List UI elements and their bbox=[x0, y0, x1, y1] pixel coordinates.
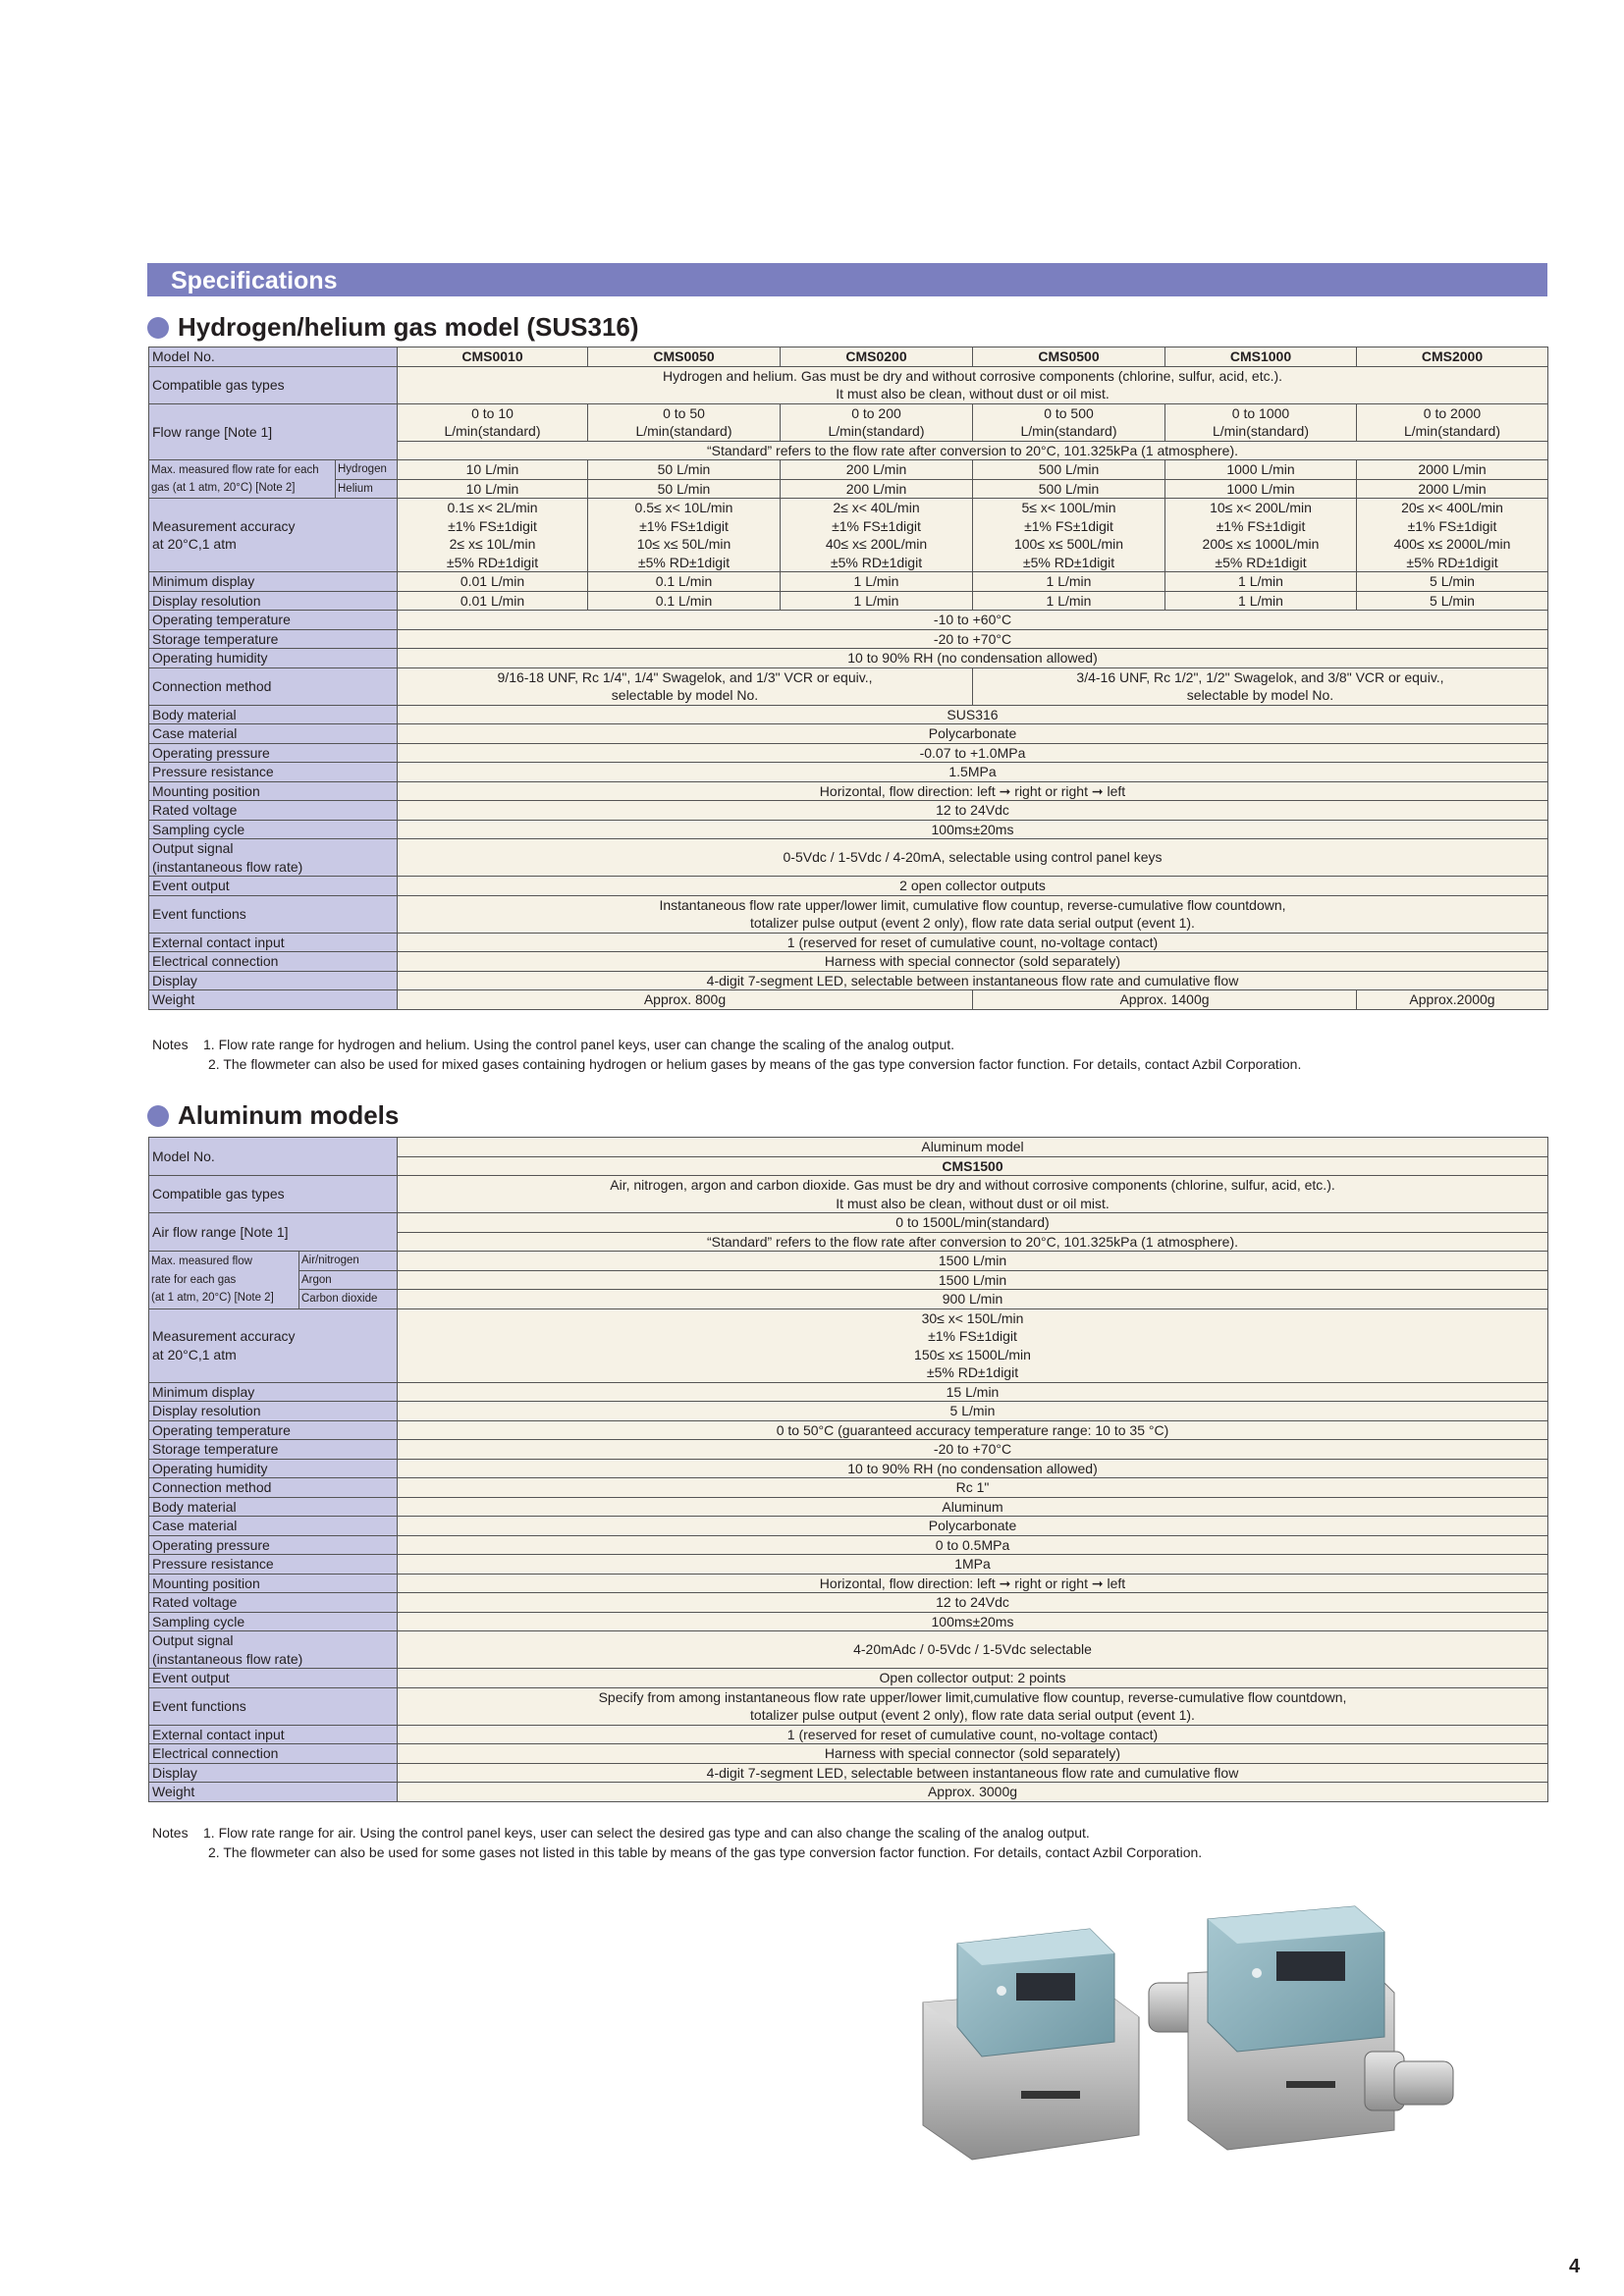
h2-section-title: Hydrogen/helium gas model (SUS316) bbox=[147, 312, 639, 343]
aluminum-flowmeter-image bbox=[923, 1929, 1139, 2160]
value-cell: Specify from among instantaneous flow rate upper/lower limit,cumulative flow countup, reverse-cumulative flow countdown, totalizer pulse output (event 2 only), flow rate data serial output (event 1). bbox=[398, 1687, 1548, 1725]
row-label: Display bbox=[149, 971, 398, 990]
table-row bbox=[149, 1308, 1548, 1382]
row-label: Operating pressure bbox=[149, 1535, 398, 1555]
table-row bbox=[149, 971, 1548, 990]
value-cell: 1 (reserved for reset of cumulative count, no-voltage contact) bbox=[398, 1725, 1548, 1744]
value-cell: 0 to 1000 L/min(standard) bbox=[1165, 403, 1357, 441]
value-cell: Approx. 800g bbox=[398, 990, 973, 1010]
value-cell: 1 (reserved for reset of cumulative count, no-voltage contact) bbox=[398, 933, 1548, 952]
model-cell: CMS2000 bbox=[1357, 347, 1548, 367]
value-cell: 5 L/min bbox=[398, 1402, 1548, 1421]
value-cell: 0 to 50°C (guaranteed accuracy temperature range: 10 to 35 °C) bbox=[398, 1420, 1548, 1440]
value-cell: 3/4-16 UNF, Rc 1/2", 1/2" Swagelok, and 3/8" VCR or equiv., selectable by model No. bbox=[973, 667, 1548, 705]
table-row bbox=[149, 460, 1548, 480]
table-row bbox=[149, 649, 1548, 668]
value-cell: Harness with special connector (sold separately) bbox=[398, 1744, 1548, 1764]
table-row bbox=[149, 1612, 1548, 1631]
row-label: Operating humidity bbox=[149, 649, 398, 668]
row-label: Storage temperature bbox=[149, 1440, 398, 1460]
value-cell: 100ms±20ms bbox=[398, 820, 1548, 839]
row-label: Sampling cycle bbox=[149, 1612, 398, 1631]
value-cell: 500 L/min bbox=[973, 460, 1165, 480]
value-cell: -10 to +60°C bbox=[398, 611, 1548, 630]
table-row bbox=[149, 479, 1548, 499]
value-cell: 1 L/min bbox=[781, 591, 973, 611]
value-cell: 1 L/min bbox=[781, 572, 973, 592]
table-row bbox=[149, 1783, 1548, 1802]
sub-label: Carbon dioxide bbox=[299, 1290, 398, 1309]
row-label: Measurement accuracy at 20°C,1 atm bbox=[149, 1308, 398, 1382]
table-row bbox=[149, 1593, 1548, 1613]
row-label: Connection method bbox=[149, 1478, 398, 1498]
value-cell: Horizontal, flow direction: left ➞ right or right ➞ left bbox=[398, 1574, 1548, 1593]
page-number: 4 bbox=[1569, 2256, 1581, 2277]
value-cell: 1.5MPa bbox=[398, 763, 1548, 782]
row-label: External contact input bbox=[149, 933, 398, 952]
al-notes: Notes 1. Flow rate range for air. Using the control panel keys, user can select the desired gas type and can also change the scaling of the analog output. 2. The flowmeter can also be used for some gases not listed in this table by means of the gas type conversion factor function. For details, contact Azbil Corporation. bbox=[152, 1825, 1203, 1860]
table-row bbox=[149, 933, 1548, 952]
value-cell: 0.1≤ x< 2L/min ±1% FS±1digit 2≤ x≤ 10L/min ±5% RD±1digit bbox=[398, 499, 588, 572]
h2-notes: Notes 1. Flow rate range for hydrogen and helium. Using the control panel keys, user can change the scaling of the analog output. 2. The flowmeter can also be used for mixed gases containing hydrogen or helium gases by means of the gas type conversion factor function. For details, contact Azbil Corporation. bbox=[152, 1037, 1302, 1072]
value-cell: Air, nitrogen, argon and carbon dioxide. Gas must be dry and without corrosive components (chlorine, sulfur, acid, etc.). It must also be clean, without dust or oil mist. bbox=[398, 1176, 1548, 1213]
value-cell: 0 to 2000 L/min(standard) bbox=[1357, 403, 1548, 441]
table-row bbox=[149, 366, 1548, 403]
value-cell: 0 to 500 L/min(standard) bbox=[973, 403, 1165, 441]
table-row bbox=[149, 743, 1548, 763]
table-row bbox=[149, 1176, 1548, 1213]
value-cell: 1 L/min bbox=[973, 591, 1165, 611]
value-cell: 4-20mAdc / 0-5Vdc / 1-5Vdc selectable bbox=[398, 1631, 1548, 1669]
value-cell: 1 L/min bbox=[973, 572, 1165, 592]
table-row bbox=[149, 1631, 1548, 1669]
model-cell: CMS1000 bbox=[1165, 347, 1357, 367]
value-cell: Horizontal, flow direction: left ➞ right or right ➞ left bbox=[398, 781, 1548, 801]
table-row bbox=[149, 1459, 1548, 1478]
value-cell: 200 L/min bbox=[781, 479, 973, 499]
value-cell: Approx. 1400g bbox=[973, 990, 1357, 1010]
row-label: Body material bbox=[149, 705, 398, 724]
row-label: Operating humidity bbox=[149, 1459, 398, 1478]
row-label: Event functions bbox=[149, 895, 398, 933]
value-cell: Harness with special connector (sold separately) bbox=[398, 952, 1548, 972]
value-cell: 12 to 24Vdc bbox=[398, 1593, 1548, 1613]
value-cell: Open collector output: 2 points bbox=[398, 1669, 1548, 1688]
row-label: Output signal (instantaneous flow rate) bbox=[149, 839, 398, 877]
sub-label: Helium bbox=[336, 479, 398, 499]
row-label: Flow range [Note 1] bbox=[149, 403, 398, 460]
value-cell: 0 to 10 L/min(standard) bbox=[398, 403, 588, 441]
value-cell: Polycarbonate bbox=[398, 724, 1548, 744]
table-row bbox=[149, 839, 1548, 877]
row-label: Event output bbox=[149, 877, 398, 896]
h2-spec-table bbox=[148, 347, 1548, 1010]
table-row bbox=[149, 1478, 1548, 1498]
arrow-right-icon: ➞ bbox=[1091, 1575, 1104, 1591]
value-cell: 10≤ x< 200L/min ±1% FS±1digit 200≤ x≤ 1000L/min ±5% RD±1digit bbox=[1165, 499, 1357, 572]
row-label: Rated voltage bbox=[149, 801, 398, 821]
value-cell: 1MPa bbox=[398, 1555, 1548, 1575]
row-label: Event functions bbox=[149, 1687, 398, 1725]
value-cell: 1 L/min bbox=[1165, 591, 1357, 611]
table-row bbox=[149, 1725, 1548, 1744]
row-label: Minimum display bbox=[149, 572, 398, 592]
value-cell: 0.01 L/min bbox=[398, 591, 588, 611]
sub-label: Argon bbox=[299, 1270, 398, 1290]
value-cell: 10 to 90% RH (no condensation allowed) bbox=[398, 1459, 1548, 1478]
row-label: Pressure resistance bbox=[149, 1555, 398, 1575]
row-label: Model No. bbox=[149, 1138, 398, 1176]
value-cell: 5≤ x< 100L/min ±1% FS±1digit 100≤ x≤ 500L/min ±5% RD±1digit bbox=[973, 499, 1165, 572]
table-row bbox=[149, 1138, 1548, 1157]
value-cell: 1500 L/min bbox=[398, 1270, 1548, 1290]
value-cell: 2≤ x< 40L/min ±1% FS±1digit 40≤ x≤ 200L/min ±5% RD±1digit bbox=[781, 499, 973, 572]
row-label: Operating temperature bbox=[149, 1420, 398, 1440]
value-cell: 10 L/min bbox=[398, 460, 588, 480]
value-cell: “Standard” refers to the flow rate after conversion to 20°C, 101.325kPa (1 atmosphere). bbox=[398, 441, 1548, 460]
row-label: Weight bbox=[149, 990, 398, 1010]
sus316-flowmeter-image bbox=[1149, 1906, 1453, 2150]
row-label: Minimum display bbox=[149, 1382, 398, 1402]
row-label: Max. measured flow rate for each gas (at 1 atm, 20°C) [Note 2] bbox=[149, 1252, 299, 1309]
table-row bbox=[149, 667, 1548, 705]
row-label: Compatible gas types bbox=[149, 1176, 398, 1213]
value-cell: 50 L/min bbox=[588, 479, 781, 499]
flowmeter-product-photo bbox=[903, 1904, 1492, 2199]
table-row bbox=[149, 403, 1548, 441]
row-label: Compatible gas types bbox=[149, 366, 398, 403]
value-cell: 500 L/min bbox=[973, 479, 1165, 499]
value-cell: -0.07 to +1.0MPa bbox=[398, 743, 1548, 763]
table-row bbox=[149, 1687, 1548, 1725]
value-cell: 30≤ x< 150L/min ±1% FS±1digit 150≤ x≤ 1500L/min ±5% RD±1digit bbox=[398, 1308, 1548, 1382]
value-cell: 12 to 24Vdc bbox=[398, 801, 1548, 821]
table-row bbox=[149, 724, 1548, 744]
table-row bbox=[149, 1270, 1548, 1290]
table-row bbox=[149, 990, 1548, 1010]
value-cell: 100ms±20ms bbox=[398, 1612, 1548, 1631]
row-label: Display resolution bbox=[149, 591, 398, 611]
table-row bbox=[149, 1213, 1548, 1233]
value-cell: Aluminum bbox=[398, 1497, 1548, 1517]
al-spec-table bbox=[148, 1137, 1548, 1802]
table-row bbox=[149, 499, 1548, 572]
table-row bbox=[149, 1382, 1548, 1402]
row-label: Body material bbox=[149, 1497, 398, 1517]
banner-title: Specifications bbox=[171, 267, 338, 294]
value-cell: 15 L/min bbox=[398, 1382, 1548, 1402]
value-cell: 0.1 L/min bbox=[588, 591, 781, 611]
value-cell: 1000 L/min bbox=[1165, 479, 1357, 499]
value-cell: 0.01 L/min bbox=[398, 572, 588, 592]
sub-label: Hydrogen bbox=[336, 460, 398, 480]
table-row bbox=[149, 629, 1548, 649]
value-cell: -20 to +70°C bbox=[398, 1440, 1548, 1460]
row-label: Case material bbox=[149, 724, 398, 744]
row-label: Measurement accuracy at 20°C,1 atm bbox=[149, 499, 398, 572]
row-label: Display resolution bbox=[149, 1402, 398, 1421]
value-cell: 10 to 90% RH (no condensation allowed) bbox=[398, 649, 1548, 668]
table-row bbox=[149, 877, 1548, 896]
row-label: Electrical connection bbox=[149, 952, 398, 972]
value-cell: 5 L/min bbox=[1357, 591, 1548, 611]
table-row bbox=[149, 1497, 1548, 1517]
model-cell: CMS0500 bbox=[973, 347, 1165, 367]
table-row bbox=[149, 591, 1548, 611]
value-cell: 0 to 200 L/min(standard) bbox=[781, 403, 973, 441]
value-cell: 4-digit 7-segment LED, selectable between instantaneous flow rate and cumulative flow bbox=[398, 971, 1548, 990]
value-cell: Polycarbonate bbox=[398, 1517, 1548, 1536]
value-cell: -20 to +70°C bbox=[398, 629, 1548, 649]
value-cell: 0 to 50 L/min(standard) bbox=[588, 403, 781, 441]
model-cell: CMS1500 bbox=[398, 1156, 1548, 1176]
value-cell: Rc 1" bbox=[398, 1478, 1548, 1498]
model-cell: CMS0050 bbox=[588, 347, 781, 367]
value-cell: Approx. 3000g bbox=[398, 1783, 1548, 1802]
table-row bbox=[149, 1517, 1548, 1536]
value-cell: 50 L/min bbox=[588, 460, 781, 480]
table-row bbox=[149, 1402, 1548, 1421]
table-row bbox=[149, 1252, 1548, 1271]
row-label: Air flow range [Note 1] bbox=[149, 1213, 398, 1252]
table-row bbox=[149, 801, 1548, 821]
table-row bbox=[149, 781, 1548, 801]
table-row bbox=[149, 1574, 1548, 1593]
value-cell: SUS316 bbox=[398, 705, 1548, 724]
value-cell: 0-5Vdc / 1-5Vdc / 4-20mA, selectable using control panel keys bbox=[398, 839, 1548, 877]
value-cell: 0.5≤ x< 10L/min ±1% FS±1digit 10≤ x≤ 50L/min ±5% RD±1digit bbox=[588, 499, 781, 572]
value-cell: 900 L/min bbox=[398, 1290, 1548, 1309]
value-cell: 10 L/min bbox=[398, 479, 588, 499]
row-label: Pressure resistance bbox=[149, 763, 398, 782]
row-label: External contact input bbox=[149, 1725, 398, 1744]
value-cell: 1500 L/min bbox=[398, 1252, 1548, 1271]
value-cell: 0 to 1500L/min(standard) bbox=[398, 1213, 1548, 1233]
table-row bbox=[149, 820, 1548, 839]
row-label: Operating temperature bbox=[149, 611, 398, 630]
row-label: Rated voltage bbox=[149, 1593, 398, 1613]
row-label: Operating pressure bbox=[149, 743, 398, 763]
value-cell: 1 L/min bbox=[1165, 572, 1357, 592]
value-cell: 4-digit 7-segment LED, selectable between instantaneous flow rate and cumulative flow bbox=[398, 1763, 1548, 1783]
table-row bbox=[149, 1440, 1548, 1460]
value-cell: 2 open collector outputs bbox=[398, 877, 1548, 896]
row-label: Model No. bbox=[149, 347, 398, 367]
table-row bbox=[149, 763, 1548, 782]
bullet-dot-icon bbox=[147, 1105, 169, 1127]
table-row bbox=[149, 611, 1548, 630]
model-cell: CMS0200 bbox=[781, 347, 973, 367]
table-row bbox=[149, 1290, 1548, 1309]
row-label: Weight bbox=[149, 1783, 398, 1802]
table-row bbox=[149, 1669, 1548, 1688]
value-cell: “Standard” refers to the flow rate after conversion to 20°C, 101.325kPa (1 atmosphere). bbox=[398, 1232, 1548, 1252]
row-label: Output signal (instantaneous flow rate) bbox=[149, 1631, 398, 1669]
row-label: Mounting position bbox=[149, 781, 398, 801]
table-row bbox=[149, 705, 1548, 724]
arrow-right-icon: ➞ bbox=[999, 1575, 1011, 1591]
model-cell: CMS0010 bbox=[398, 347, 588, 367]
table-row bbox=[149, 347, 1548, 367]
row-label: Max. measured flow rate for each gas (at 1 atm, 20°C) [Note 2] bbox=[149, 460, 336, 499]
table-row bbox=[149, 1555, 1548, 1575]
row-label: Case material bbox=[149, 1517, 398, 1536]
row-label: Event output bbox=[149, 1669, 398, 1688]
table-row bbox=[149, 572, 1548, 592]
value-cell: 200 L/min bbox=[781, 460, 973, 480]
value-cell: 9/16-18 UNF, Rc 1/4", 1/4" Swagelok, and 1/3" VCR or equiv., selectable by model No. bbox=[398, 667, 973, 705]
row-label: Mounting position bbox=[149, 1574, 398, 1593]
sub-label: Air/nitrogen bbox=[299, 1252, 398, 1271]
table-row bbox=[149, 952, 1548, 972]
table-row bbox=[149, 1420, 1548, 1440]
value-cell: 0 to 0.5MPa bbox=[398, 1535, 1548, 1555]
table-row bbox=[149, 1763, 1548, 1783]
bullet-dot-icon bbox=[147, 317, 169, 339]
row-label: Connection method bbox=[149, 667, 398, 705]
row-label: Sampling cycle bbox=[149, 820, 398, 839]
specifications-banner bbox=[147, 263, 1547, 296]
arrow-right-icon: ➞ bbox=[1091, 782, 1104, 799]
value-cell: 0.1 L/min bbox=[588, 572, 781, 592]
row-label: Storage temperature bbox=[149, 629, 398, 649]
value-cell: Approx.2000g bbox=[1357, 990, 1548, 1010]
arrow-right-icon: ➞ bbox=[999, 782, 1011, 799]
value-cell: Hydrogen and helium. Gas must be dry and without corrosive components (chlorine, sulfur, acid, etc.). It must also be clean, without dust or oil mist. bbox=[398, 366, 1548, 403]
value-cell: 2000 L/min bbox=[1357, 479, 1548, 499]
table-row bbox=[149, 895, 1548, 933]
value-cell: 5 L/min bbox=[1357, 572, 1548, 592]
value-cell: 1000 L/min bbox=[1165, 460, 1357, 480]
al-section-title: Aluminum models bbox=[147, 1100, 399, 1131]
table-row bbox=[149, 1535, 1548, 1555]
value-cell: Instantaneous flow rate upper/lower limit, cumulative flow countup, reverse-cumulative flow countdown, totalizer pulse output (event 2 only), flow rate data serial output (event 1). bbox=[398, 895, 1548, 933]
value-cell: Aluminum model bbox=[398, 1138, 1548, 1157]
row-label: Electrical connection bbox=[149, 1744, 398, 1764]
value-cell: 20≤ x< 400L/min ±1% FS±1digit 400≤ x≤ 2000L/min ±5% RD±1digit bbox=[1357, 499, 1548, 572]
value-cell: 2000 L/min bbox=[1357, 460, 1548, 480]
row-label: Display bbox=[149, 1763, 398, 1783]
table-row bbox=[149, 1744, 1548, 1764]
